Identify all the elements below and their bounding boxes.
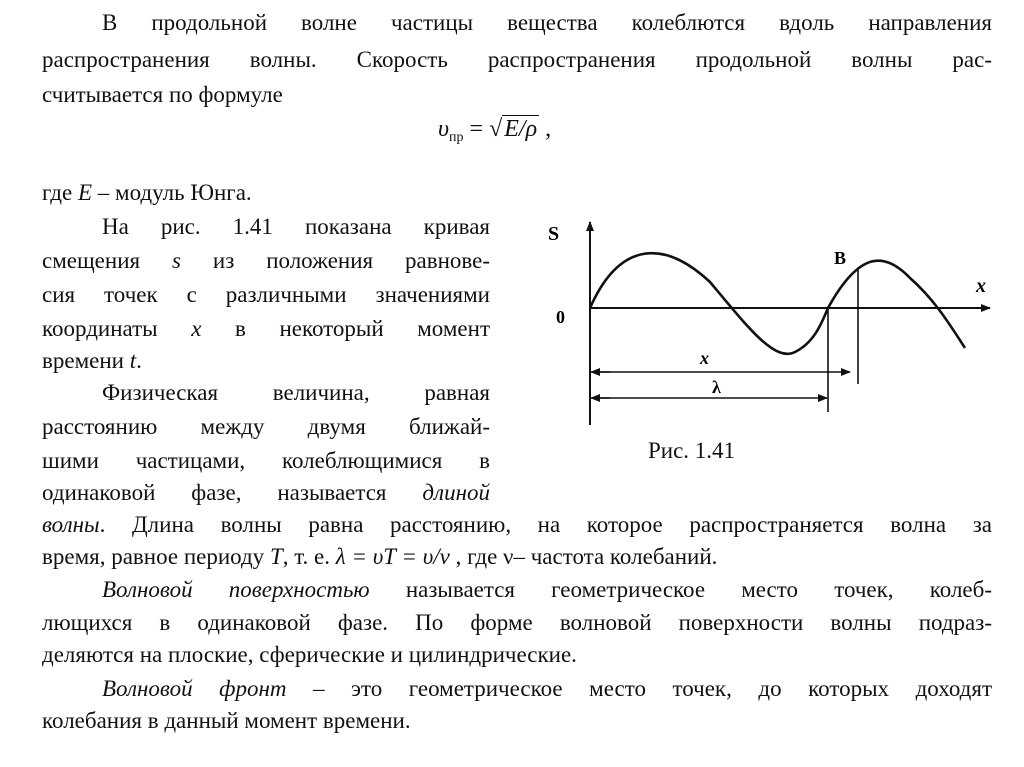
y-axis-label: S — [548, 223, 560, 245]
text-span: , т. е. — [282, 544, 336, 569]
text-span: . — [136, 348, 142, 373]
text-span: смещения — [42, 248, 173, 273]
term-wave-front: Волновой фронт — [102, 676, 287, 701]
symbol-E: E — [77, 180, 93, 205]
text-span: – это геометрическое место точек, до которых доходят — [286, 676, 992, 701]
wave-curve — [590, 253, 965, 354]
symbol-x: x — [191, 316, 202, 341]
formula-v: υ — [438, 116, 450, 142]
x-axis-label: x — [976, 275, 986, 297]
text-line: расстоянию между двумя ближай- — [42, 414, 490, 439]
origin-label: 0 — [556, 307, 565, 327]
formula-sqrt-body: E/ρ — [504, 116, 538, 142]
text-line: колебания в данный момент времени. — [42, 708, 411, 733]
text-line: распространения волны. Скорость распространения продольной волны рас- — [42, 47, 992, 72]
symbol-T: T — [269, 544, 283, 569]
text-line: считывается по формуле — [42, 82, 283, 107]
text-span: одинаковой фазе, называется — [42, 480, 423, 505]
dimension-lambda-label: λ — [712, 377, 721, 397]
text-line: В продольной волне частицы вещества колеблются вдоль направления — [102, 10, 992, 35]
term-wavelength: длиной — [422, 480, 490, 505]
formula-equals: = — [463, 116, 490, 142]
point-b-label: B — [834, 248, 847, 268]
text-span: в некоторый момент — [201, 316, 490, 341]
text-span: времени — [42, 348, 130, 373]
text-span: где — [42, 180, 78, 205]
text-line: лющихся в одинаковой фазе. По форме волновой поверхности волны подраз- — [42, 610, 992, 635]
text-line: шими частицами, колеблющимися в — [42, 448, 490, 473]
formula-sqrt-sign: √ — [489, 116, 503, 142]
symbol-s: s — [172, 248, 181, 273]
text-line: деляются на плоские, сферические и цилиндрические. — [42, 642, 577, 667]
formula-tail: , — [539, 116, 552, 142]
text-span: – модуль Юнга. — [92, 180, 252, 205]
figure-caption: Рис. 1.41 — [648, 438, 736, 463]
text-span: , где ν– частота колебаний. — [449, 544, 718, 569]
formula-subscript: пр — [449, 130, 464, 145]
term-wave-surface: Волновой поверхностью — [102, 577, 370, 602]
text-span: из положения равнове- — [180, 248, 490, 273]
text-span: время, равное периоду — [42, 544, 270, 569]
text-span: . Длина волны равна расстоянию, на которое распространяется волна за — [99, 512, 992, 537]
text-line: На рис. 1.41 показана кривая — [102, 214, 490, 239]
text-span: называется геометрическое место точек, колеб- — [369, 577, 992, 602]
text-line: сия точек с различными значениями — [42, 282, 490, 307]
term-wavelength: волны — [42, 512, 100, 537]
formula-wavelength: λ = υT = υ/ν — [335, 544, 450, 569]
dimension-x-label: x — [700, 348, 709, 368]
text-line: Физическая величина, равная — [102, 380, 490, 405]
text-span: координаты — [42, 316, 192, 341]
symbol-t: t — [129, 348, 137, 373]
